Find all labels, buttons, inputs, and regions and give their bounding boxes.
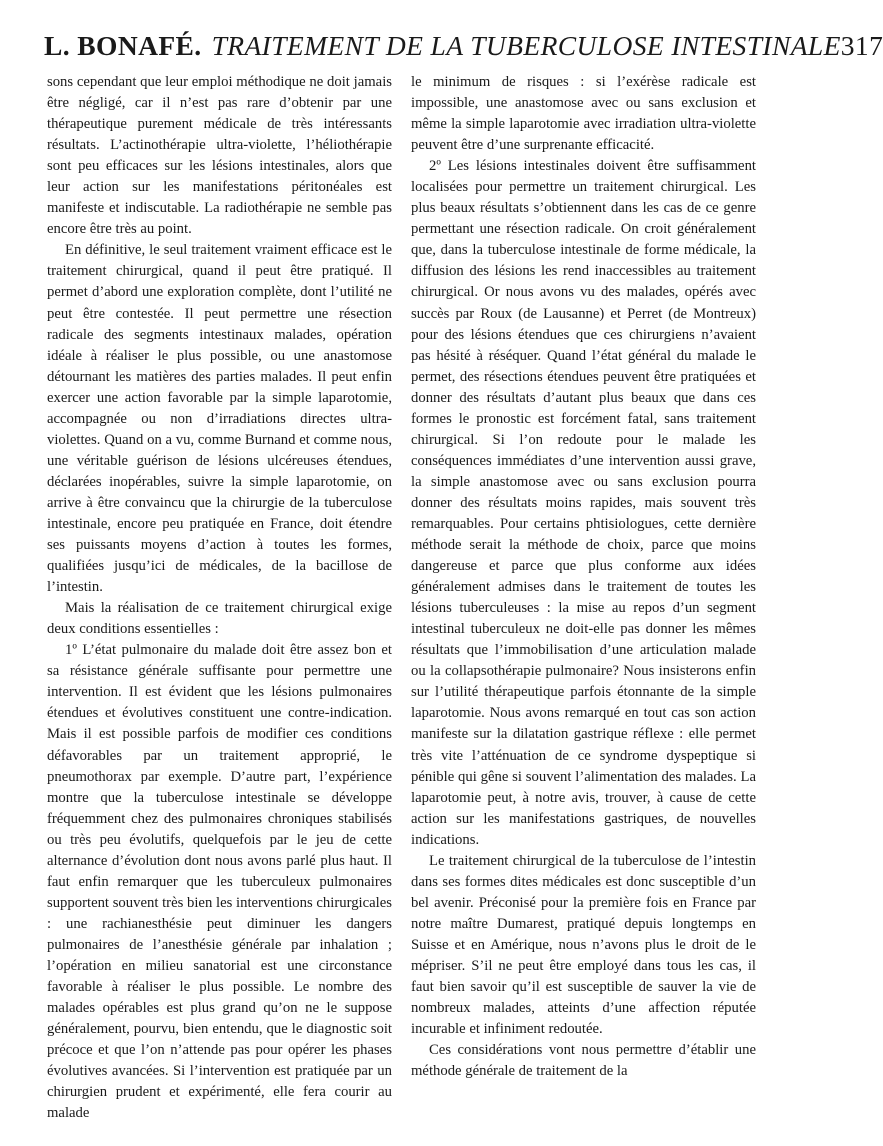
- paragraph: sons cependant que leur emploi méthodique ne doit jamais être négligé, car il n’est pas rare d’obtenir par une thérapeutique purement médicale de très intéressants résultats. L’actinothérapie ultra-violette, l’héliothérapie sont peu efficaces sur les lésions intestinales, alors que leur action sur les manifestations péritonéales est manifeste et indiscutable. La radiothérapie ne semble pas encore être très au point.: [47, 74, 392, 238]
- left-column: [47, 72, 392, 1124]
- running-header: [44, 26, 883, 66]
- paragraph: le minimum de risques : si l’exérèse radicale est impossible, une anastomose avec ou sans exclusion et même la simple laparotomie avec irradiation ultra-violette peuvent être d’une surprenante efficacité.: [411, 74, 756, 154]
- paragraph: Ces considérations vont nous permettre d’établir une méthode générale de traitement de la: [411, 1042, 756, 1080]
- paragraph: Le traitement chirurgical de la tuberculose de l’intestin dans ses formes dites médicales est donc susceptible d’un bel avenir. Préconisé pour la première fois en France par notre maître Dumarest, pratiqué depuis longtemps en Suisse et en Amérique, nous n’avons plus le droit de le mépriser. S’il ne peut être employé dans tous les cas, il faut bien savoir qu’il est susceptible de sauver la vie de nombreux malades, atteints d’une affection réputée incurable et infiniment redoutée.: [411, 852, 756, 1038]
- paragraph: Mais la réalisation de ce traitement chirurgical exige deux conditions essentielles :: [47, 600, 392, 638]
- header-title: TRAITEMENT DE LA TUBERCULOSE INTESTINALE: [211, 30, 841, 61]
- header-author: L. BONAFÉ.: [44, 30, 202, 61]
- paragraph: 1º L’état pulmonaire du malade doit être assez bon et sa résistance générale suffisante pour permettre une intervention. Il est évident que les lésions pulmonaires étendues et évolutives constituent une contre-indication. Mais il est possible parfois de modifier ces conditions défavorables par un traitement approprié, le pneumothorax par exemple. D’autre part, l’expérience montre que la tuberculose intestinale se développe fréquemment chez des pulmonaires chroniques stabilisés ou très peu évolutifs, quelquefois par le jeu de cette alternance d’évolution dont nous avons parlé plus haut. Il faut enfin remarquer que les tuberculeux pulmonaires supportent souvent très bien les interventions chirurgicales : une rachianesthésie peut diminuer les dangers pulmonaires de l’anesthésie générale par inhalation ; l’opération en milieu sanatorial est une circonstance favorable à réaliser le plus possible. Le nombre des malades opérables est plus grand qu’on ne le suppose généralement, pourvu, bien entendu, que le diagnostic soit précoce et que l’on n’attende pas pour opérer les phases évolutives avancées. Si l’intervention est pratiquée par un chirurgien prudent et expérimenté, elle fera courir au malade: [47, 642, 392, 1122]
- paragraph: 2º Les lésions intestinales doivent être suffisamment localisées pour permettre un traitement chirurgical. Les plus beaux résultats s’obtiennent dans les cas de ce genre permettant une résection radicale. On croit généralement que, dans la tuberculose intestinale de forme médicale, la diffusion des lésions les rend inaccessibles au traitement chirurgical. Or nous avons vu des malades, opérés avec succès par Roux (de Lausanne) et Perret (de Montreux) pour des lésions étendues que ces chirurgiens n’avaient pas hésité à réséquer. Quand l’état général du malade le permet, des résections étendues peuvent être pratiquées et donner des résultats d’autant plus beaux que dans ces formes le pronostic est forcément fatal, sans traitement chirurgical. Si l’on redoute pour le malade les conséquences immédiates d’une intervention aussi grave, la simple anastomose avec ou sans exclusion pourra donner des résultats moins rapides, mais souvent très remarquables. Pour certains phtisiologues, cette dernière méthode serait la méthode de choix, parce que moins dangereuse et parce que plus conforme aux idées généralement admises dans le traitement de toutes les lésions tuberculeuses : la mise au repos d’un segment intestinal tuberculeux ne doit-elle pas donner les mêmes résultats que l’immobilisation d’une articulation malade ou la collapsothérapie pulmonaire? Nous insisterons enfin sur l’utilité thérapeutique parfois étonnante de la simple laparotomie. Nous avons remarqué en tout cas son action manifeste sur la dilatation gastrique réflexe : elle permet très vite l’atténuation de ce syndrome dyspeptique si pénible qui gêne si souvent l’alimentation des malades. La laparotomie peut, à notre avis, trouver, à cause de cette action sur les manifestations gastriques, de nouvelles indications.: [411, 158, 756, 848]
- right-column: [411, 72, 756, 1082]
- paragraph: En définitive, le seul traitement vraiment efficace est le traitement chirurgical, quand il peut être pratiqué. Il permet d’abord une exploration complète, dont l’utilité ne peut être contestée. Il peut permettre une résection radicale des segments intestinaux malades, opération idéale à réaliser le plus possible, ou une anastomose détournant les matières des parties malades. Il peut enfin exercer une action favorable par la simple laparotomie, accompagnée ou non d’irradiations directes ultra-violettes. Quand on a vu, comme Burnand et comme nous, une véritable guérison de lésions ulcéreuses étendues, déclarées inopérables, suivre la simple laparotomie, on arrive à être convaincu que la chirurgie de la tuberculose intestinale, encore peu pratiquée en France, doit étendre ses puissants moyens d’action à toutes les formes, qualifiées jusqu’ici de médicales, de la bacillose de l’intestin.: [47, 242, 392, 596]
- page-number: 317: [840, 30, 883, 61]
